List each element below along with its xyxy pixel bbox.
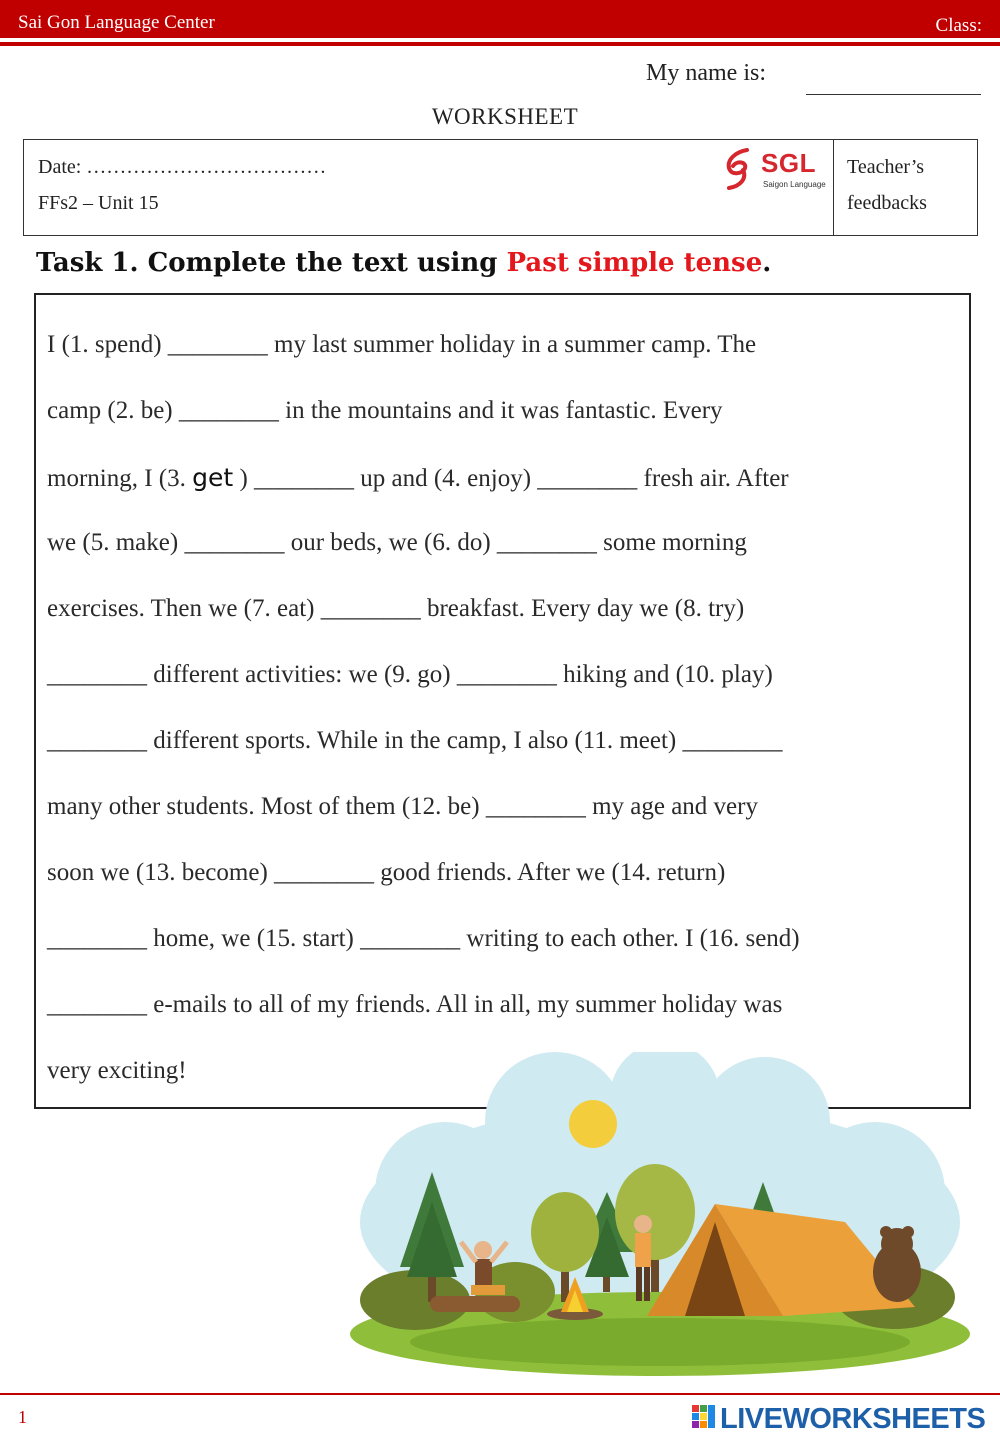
class-label: Class: xyxy=(935,15,982,36)
passage-line: soon we (13. become) ________ good friends. After we (14. return) xyxy=(47,859,726,886)
center-name: Sai Gon Language Center xyxy=(18,12,215,33)
passage-line: ________ different activities: we (9. go) ________ hiking and (10. play) xyxy=(47,661,773,688)
passage-line: many other students. Most of them (12. be) ________ my age and very xyxy=(47,793,758,820)
feedback-label-line2: feedbacks xyxy=(847,192,927,214)
header-bar xyxy=(0,0,1000,38)
worksheet-title: WORKSHEET xyxy=(431,104,579,129)
passage-line: camp (2. be) ________ in the mountains and it was fantastic. Every xyxy=(47,397,723,424)
passage-line: very exciting! xyxy=(47,1057,187,1084)
line3-before: morning, I (3. xyxy=(47,465,193,492)
feedback-label-line1: Teacher’s xyxy=(847,156,925,178)
date-field: Date: ……………………………… xyxy=(38,156,327,178)
camping-illustration xyxy=(335,1052,985,1382)
logo-subtext: Saigon Language xyxy=(763,180,826,189)
passage-line: exercises. Then we (7. eat) ________ breakfast. Every day we (8. try) xyxy=(47,595,745,622)
logo-text: SGL xyxy=(761,148,816,178)
passage-line: ________ home, we (15. start) ________ writing to each other. I (16. send) xyxy=(47,925,800,952)
page-number: 1 xyxy=(18,1407,27,1427)
unit-label: FFs2 – Unit 15 xyxy=(38,192,159,214)
task-highlight: Past simple tense xyxy=(506,248,763,278)
task-suffix: . xyxy=(762,248,772,278)
footer-divider xyxy=(0,1393,1000,1395)
answer-input-3[interactable]: get xyxy=(192,463,234,492)
liveworksheets-logo[interactable] xyxy=(690,1401,990,1437)
name-label: My name is: xyxy=(646,60,766,86)
task-title xyxy=(36,248,771,278)
log-icon xyxy=(430,1296,520,1312)
info-divider xyxy=(833,140,834,235)
sgl-logo xyxy=(721,146,831,192)
name-input-line[interactable] xyxy=(806,94,981,95)
passage-line: ________ different sports. While in the camp, I also (11. meet) ________ xyxy=(47,727,783,754)
sgl-swirl-icon xyxy=(721,146,761,192)
sun-icon xyxy=(569,1100,617,1148)
brand-text: LIVEWORKSHEETS xyxy=(720,1403,986,1435)
line3-after: ) ________ up and (4. enjoy) ________ fresh air. After xyxy=(233,465,789,492)
task-prefix: Task 1. Complete the text using xyxy=(36,248,507,278)
liveworksheets-icon xyxy=(690,1401,718,1433)
passage-line: ________ e-mails to all of my friends. All in all, my summer holiday was xyxy=(47,991,783,1018)
passage-line-3 xyxy=(47,463,789,493)
passage-line: we (5. make) ________ our beds, we (6. do) ________ some morning xyxy=(47,529,747,556)
info-box xyxy=(23,139,978,236)
header-divider xyxy=(0,42,1000,46)
passage-line: I (1. spend) ________ my last summer holiday in a summer camp. The xyxy=(47,331,757,358)
